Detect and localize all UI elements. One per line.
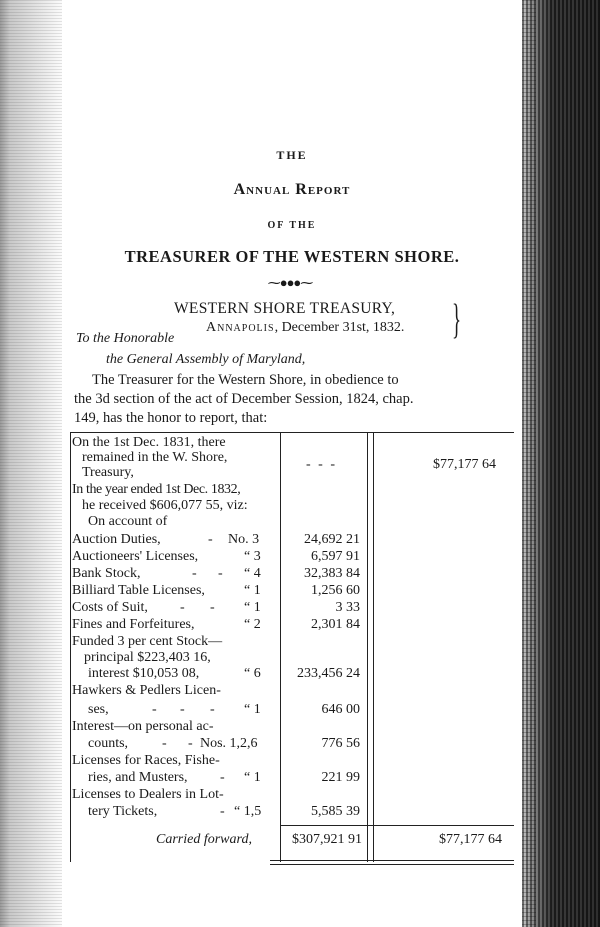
dash-fill: - <box>152 702 157 717</box>
ledger-amount: 5,585 39 <box>311 804 360 819</box>
ornament-divider: ⁓●●●⁓ <box>267 275 313 290</box>
total-rule-1 <box>270 860 514 861</box>
ledger-ref: “ 6 <box>244 666 261 681</box>
ledger-line: Auction Duties, <box>72 532 161 547</box>
ledger-table <box>70 432 514 874</box>
ledger-line: Treasury, <box>82 465 134 480</box>
address-brace-icon: } <box>452 297 462 343</box>
salutation-line-2: the General Assembly of Maryland, <box>106 352 306 367</box>
ledger-amount: 2,301 84 <box>311 617 360 632</box>
ledger-line: In the year ended 1st Dec. 1832, <box>72 482 241 497</box>
dash-fill: - <box>188 736 193 751</box>
ledger-ref: “ 1 <box>244 702 261 717</box>
date-text: , December 31st, 1832. <box>274 320 405 335</box>
carried-forward-label: Carried forward, <box>156 832 252 847</box>
heading-the: THE <box>276 148 308 162</box>
ledger-line: remained in the W. Shore, <box>82 450 228 465</box>
ledger-line: Hawkers & Pedlers Licen- <box>72 683 221 698</box>
ledger-ref: No. 3 <box>228 532 260 547</box>
ledger-line: Auctioneers' Licenses, <box>72 549 199 564</box>
ledger-ref: “ 1 <box>244 600 261 615</box>
ledger-line: Billiard Table Licenses, <box>72 583 205 598</box>
dash-fill: - <box>220 770 225 785</box>
ledger-line: he received $606,077 55, viz: <box>82 498 248 513</box>
carried-forward-subtotal: $307,921 91 <box>292 832 362 847</box>
ledger-amount: 3 33 <box>335 600 360 615</box>
place-date <box>206 320 404 336</box>
ledger-line: On account of <box>88 514 168 529</box>
ledger-line: ses, <box>88 702 109 717</box>
ledger-ref: “ 2 <box>244 617 261 632</box>
intro-line-2: the 3d section of the act of December Session, 1824, chap. <box>74 391 414 407</box>
ledger-amount: 776 56 <box>321 736 360 751</box>
ledger-line: Bank Stock, <box>72 566 141 581</box>
ledger-col-rule-2 <box>367 432 368 862</box>
scan-left-margin <box>0 0 62 927</box>
ledger-ref: “ 1 <box>244 583 261 598</box>
ledger-amount: 1,256 60 <box>311 583 360 598</box>
scan-right-binding <box>522 0 600 927</box>
ledger-amount: 646 00 <box>321 702 360 717</box>
ledger-ref: “ 1,5 <box>234 804 262 819</box>
ledger-line: counts, <box>88 736 129 751</box>
heading-annual-report: Annual Report <box>233 181 351 198</box>
dash-fill: - <box>162 736 167 751</box>
ledger-line: tery Tickets, <box>88 804 158 819</box>
ledger-ref: “ 3 <box>244 549 261 564</box>
dash-fill: - <box>218 566 223 581</box>
ledger-ref: “ 1 <box>244 770 261 785</box>
office-name: WESTERN SHORE TREASURY, <box>174 300 396 317</box>
ledger-line: interest $10,053 08, <box>88 666 200 681</box>
ledger-col-rule-1 <box>280 432 281 862</box>
ledger-line: principal $223,403 16, <box>84 650 211 665</box>
dash-fill: - <box>208 532 213 547</box>
heading-treasurer: TREASURER OF THE WESTERN SHORE. <box>124 247 460 266</box>
ledger-amount: 221 99 <box>321 770 360 785</box>
city-name: Annapolis <box>206 320 275 335</box>
ledger-ref: “ 4 <box>244 566 261 581</box>
dash-fill: - - - <box>306 457 337 472</box>
dash-fill: - <box>192 566 197 581</box>
ledger-line: On the 1st Dec. 1831, there <box>72 435 226 450</box>
ledger-line: Costs of Suit, <box>72 600 148 615</box>
ledger-col-rule-3 <box>373 432 374 862</box>
dash-fill: - <box>210 702 215 717</box>
ledger-amount: 6,597 91 <box>311 549 360 564</box>
document-page <box>62 0 522 927</box>
ledger-top-rule <box>70 432 514 433</box>
dash-fill: - <box>210 600 215 615</box>
ledger-line: Interest—on personal ac- <box>72 719 214 734</box>
ledger-line: ries, and Musters, <box>88 770 188 785</box>
ledger-amount: 24,692 21 <box>304 532 360 547</box>
dash-fill: - <box>180 702 185 717</box>
intro-line-1: The Treasurer for the Western Shore, in obedience to <box>92 372 399 388</box>
heading-of-the: OF THE <box>267 220 317 231</box>
ledger-line: Funded 3 per cent Stock— <box>72 634 223 649</box>
salutation-line-1: To the Honorable <box>76 331 175 346</box>
ledger-left-rule <box>70 432 71 862</box>
dash-fill: - <box>180 600 185 615</box>
ledger-ref: Nos. 1,2,6 <box>200 736 258 751</box>
total-rule-2 <box>270 864 514 865</box>
ledger-line: Fines and Forfeitures, <box>72 617 195 632</box>
ledger-amount: 32,383 84 <box>304 566 360 581</box>
subtotal-rule <box>280 825 514 826</box>
carried-forward-balance: $77,177 64 <box>439 832 502 847</box>
ledger-amount: 233,456 24 <box>297 666 360 681</box>
intro-line-3: 149, has the honor to report, that: <box>74 410 268 426</box>
opening-balance: $77,177 64 <box>433 457 496 472</box>
ledger-line: Licenses to Dealers in Lot- <box>72 787 224 802</box>
dash-fill: - <box>220 804 225 819</box>
ledger-line: Licenses for Races, Fishe- <box>72 753 220 768</box>
